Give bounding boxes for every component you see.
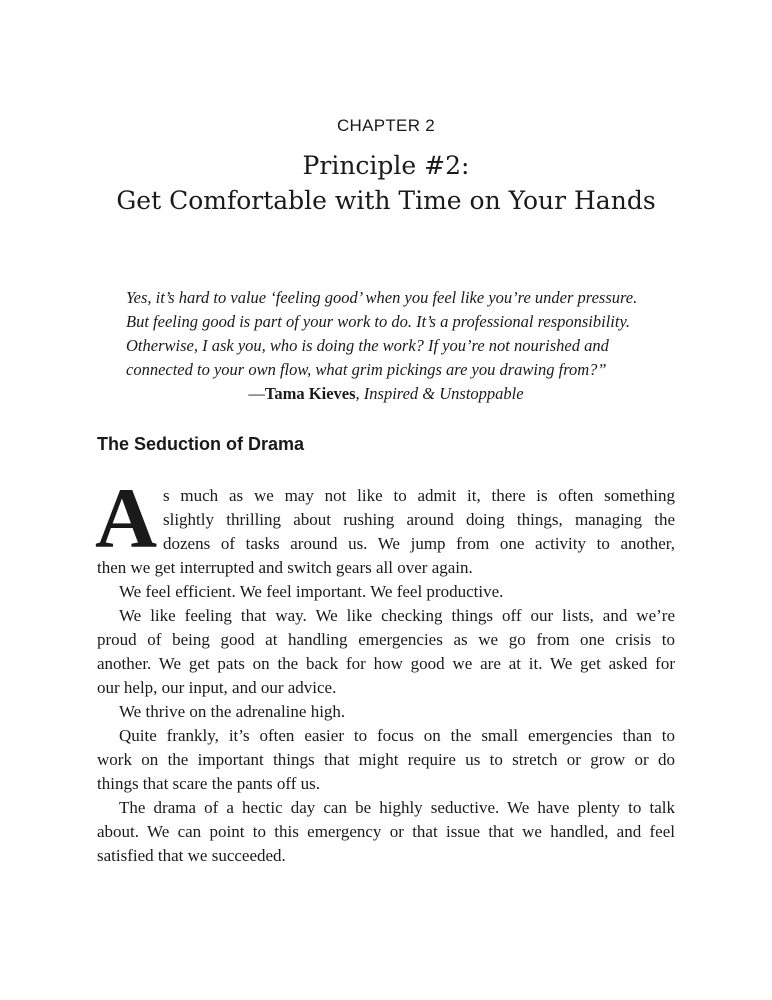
paragraph-2: We feel efficient. We feel important. We feel productive. <box>119 582 504 601</box>
chapter-label: CHAPTER 2 <box>336 116 436 135</box>
paragraph-line: about. We can point to this emergency or that issue that we handled, and feel <box>97 822 675 841</box>
chapter-title <box>0 148 772 218</box>
epigraph-quote <box>126 286 666 382</box>
epigraph-line: connected to your own flow, what grim pickings are you drawing from?” <box>126 360 607 379</box>
attribution-author: Tama Kieves <box>264 384 356 403</box>
paragraph-line: s much as we may not like to admit it, there is often something <box>163 486 675 505</box>
paragraph-line: things that scare the pants off us. <box>97 774 321 793</box>
paragraph-4: We thrive on the adrenaline high. <box>119 702 346 721</box>
paragraph-line: slightly thrilling about rushing around doing things, managing the <box>163 510 675 529</box>
attribution-dash: — <box>248 384 265 403</box>
body-text <box>95 470 675 868</box>
paragraph-line: our help, our input, and our advice. <box>97 678 337 697</box>
chapter-title-line-1: Principle #2: <box>302 151 470 180</box>
paragraph-line: We like feeling that way. We like checking things off our lists, and we’re <box>119 606 675 625</box>
section-heading: The Seduction of Drama <box>97 434 305 454</box>
attribution-separator: , <box>355 384 364 403</box>
paragraph-line: work on the important things that might require us to stretch or grow or do <box>97 750 675 769</box>
attribution-work: Inspired & Unstoppable <box>363 384 524 403</box>
paragraph-line: proud of being good at handling emergencies as we go from one crisis to <box>97 630 675 649</box>
paragraph-5 <box>97 724 675 796</box>
chapter-title-line-2: Get Comfortable with Time on Your Hands <box>116 186 656 215</box>
epigraph-line: But feeling good is part of your work to do. It’s a professional responsibility. <box>126 312 631 331</box>
paragraph-1 <box>95 470 675 580</box>
paragraph-line: Quite frankly, it’s often easier to focus on the small emergencies than to <box>119 726 675 745</box>
epigraph-attribution <box>0 382 772 406</box>
paragraph-line: dozens of tasks around us. We jump from one activity to another, <box>163 534 675 553</box>
epigraph-line: Otherwise, I ask you, who is doing the work? If you’re not nourished and <box>126 336 609 355</box>
paragraph-3 <box>97 604 675 700</box>
paragraph-6 <box>97 796 675 868</box>
epigraph-line: Yes, it’s hard to value ‘feeling good’ when you feel like you’re under pressure. <box>126 288 638 307</box>
paragraph-line: another. We get pats on the back for how good we are at it. We get asked for <box>97 654 675 673</box>
drop-cap: A <box>95 470 158 566</box>
paragraph-line: The drama of a hectic day can be highly seductive. We have plenty to talk <box>119 798 675 817</box>
paragraph-line: then we get interrupted and switch gears all over again. <box>97 558 473 577</box>
paragraph-line: satisfied that we succeeded. <box>97 846 286 865</box>
